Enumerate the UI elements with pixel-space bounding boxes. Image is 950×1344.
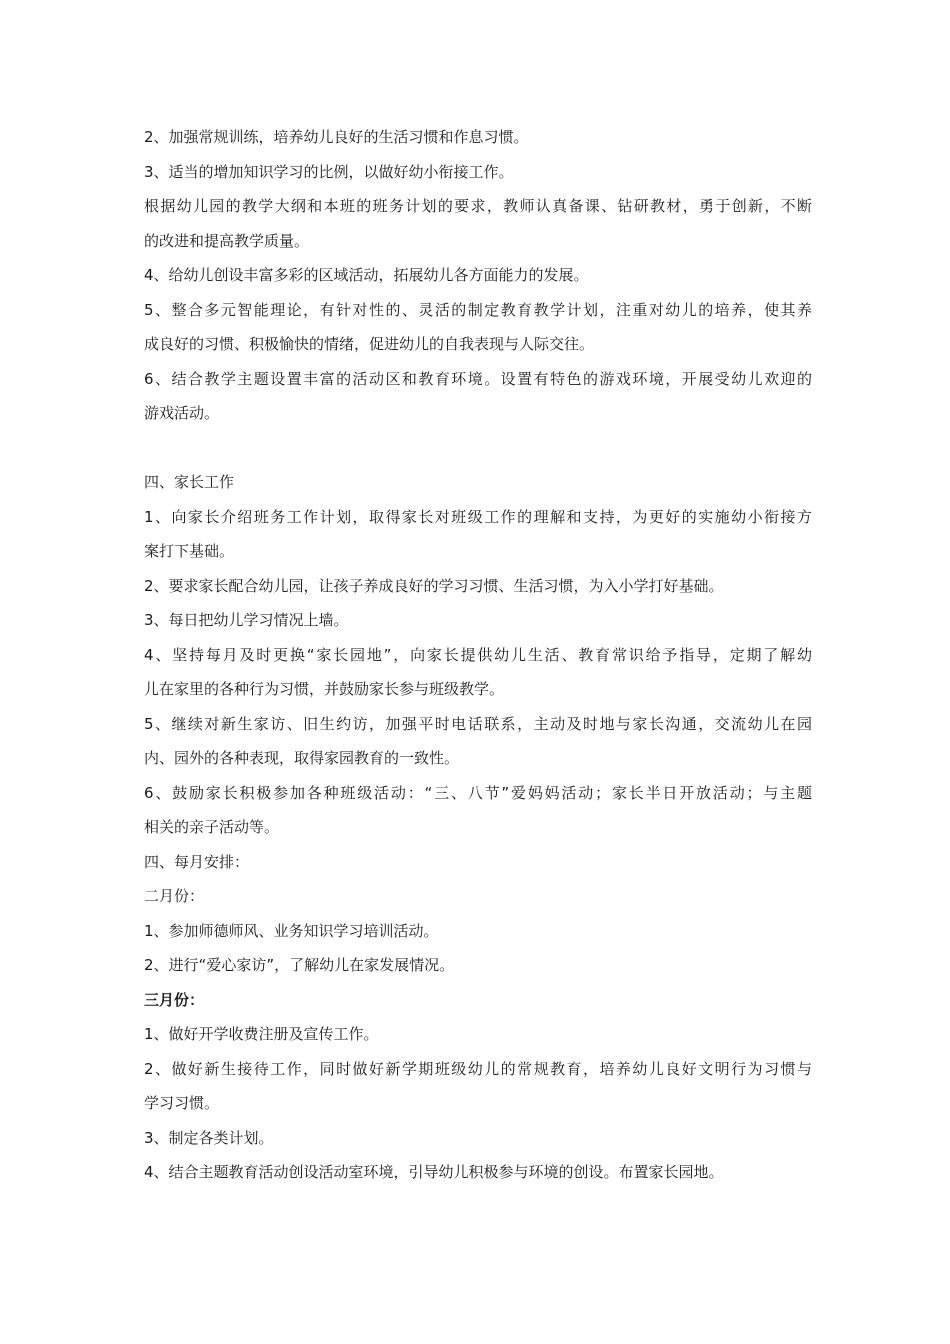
monthly-heading: 四、每月安排： xyxy=(144,852,250,871)
parents-item-3: 3、每日把幼儿学习情况上墙。 xyxy=(144,611,349,629)
parents-item-5-line-2: 内、园外的各种表现，取得家园教育的一致性。 xyxy=(144,749,460,767)
february-item-1: 1、参加师德师风、业务知识学习培训活动。 xyxy=(144,921,439,940)
parents-item-6-line-2: 相关的亲子活动等。 xyxy=(144,818,280,836)
february-title: 二月份： xyxy=(144,887,205,905)
teaching-item-5-line-2: 成良好的习惯、积极愉快的情绪，促进幼儿的自我表现与人际交往。 xyxy=(144,335,595,353)
parents-heading: 四、家长工作 xyxy=(144,473,235,491)
march-item-3: 3、制定各类计划。 xyxy=(144,1128,274,1147)
march-item-2-line-1: 2、做好新生接待工作，同时做好新学期班级幼儿的常规教育，培养幼儿良好文明行为习惯与 xyxy=(144,1059,812,1078)
document-page xyxy=(144,120,812,1190)
teaching-item-6-line-2: 游戏活动。 xyxy=(144,404,220,422)
march-item-2-line-2: 学习习惯。 xyxy=(144,1094,220,1112)
march-item-4: 4、结合主题教育活动创设活动室环境，引导幼儿积极参与环境的创设。布置家长园地。 xyxy=(144,1163,724,1181)
parents-item-2: 2、要求家长配合幼儿园，让孩子养成良好的学习习惯、生活习惯，为入小学打好基础。 xyxy=(144,576,724,595)
parents-item-5-line-1: 5、继续对新生家访、旧生约访，加强平时电话联系，主动及时地与家长沟通，交流幼儿在园 xyxy=(144,714,812,733)
parents-item-1-line-1: 1、向家长介绍班务工作计划，取得家长对班级工作的理解和支持，为更好的实施幼小衔接方 xyxy=(144,507,812,526)
parents-item-4-line-1: 4、坚持每月及时更换“家长园地”，向家长提供幼儿生活、教育常识给予指导，定期了解幼 xyxy=(144,645,812,664)
parents-item-1-line-2: 案打下基础。 xyxy=(144,542,235,560)
teaching-paragraph-line-1: 根据幼儿园的教学大纲和本班的班务计划的要求，教师认真备课、钻研教材，勇于创新，不断 xyxy=(144,197,812,215)
teaching-item-3: 3、适当的增加知识学习的比例，以做好幼小衔接工作。 xyxy=(144,162,514,181)
blank-line xyxy=(144,431,812,466)
teaching-item-5-line-1: 5、整合多元智能理论，有针对性的、灵活的制定教育教学计划，注重对幼儿的培养，使其养 xyxy=(144,300,812,319)
teaching-paragraph-line-2: 的改进和提高教学质量。 xyxy=(144,231,310,250)
march-item-1: 1、做好开学收费注册及宣传工作。 xyxy=(144,1025,379,1043)
teaching-item-2: 2、加强常规训练，培养幼儿良好的生活习惯和作息习惯。 xyxy=(144,128,529,146)
teaching-item-4: 4、给幼儿创设丰富多彩的区域活动，拓展幼儿各方面能力的发展。 xyxy=(144,266,589,284)
parents-item-4-line-2: 儿在家里的各种行为习惯，并鼓励家长参与班级教学。 xyxy=(144,680,505,698)
march-title: 三月份： xyxy=(144,990,205,1009)
february-item-2: 2、进行“爱心家访”，了解幼儿在家发展情况。 xyxy=(144,956,455,974)
parents-item-6-line-1: 6、鼓励家长积极参加各种班级活动：“三、八节”爱妈妈活动；家长半日开放活动；与主题 xyxy=(144,783,812,802)
teaching-item-6-line-1: 6、结合教学主题设置丰富的活动区和教育环境。设置有特色的游戏环境，开展受幼儿欢迎的 xyxy=(144,369,812,388)
